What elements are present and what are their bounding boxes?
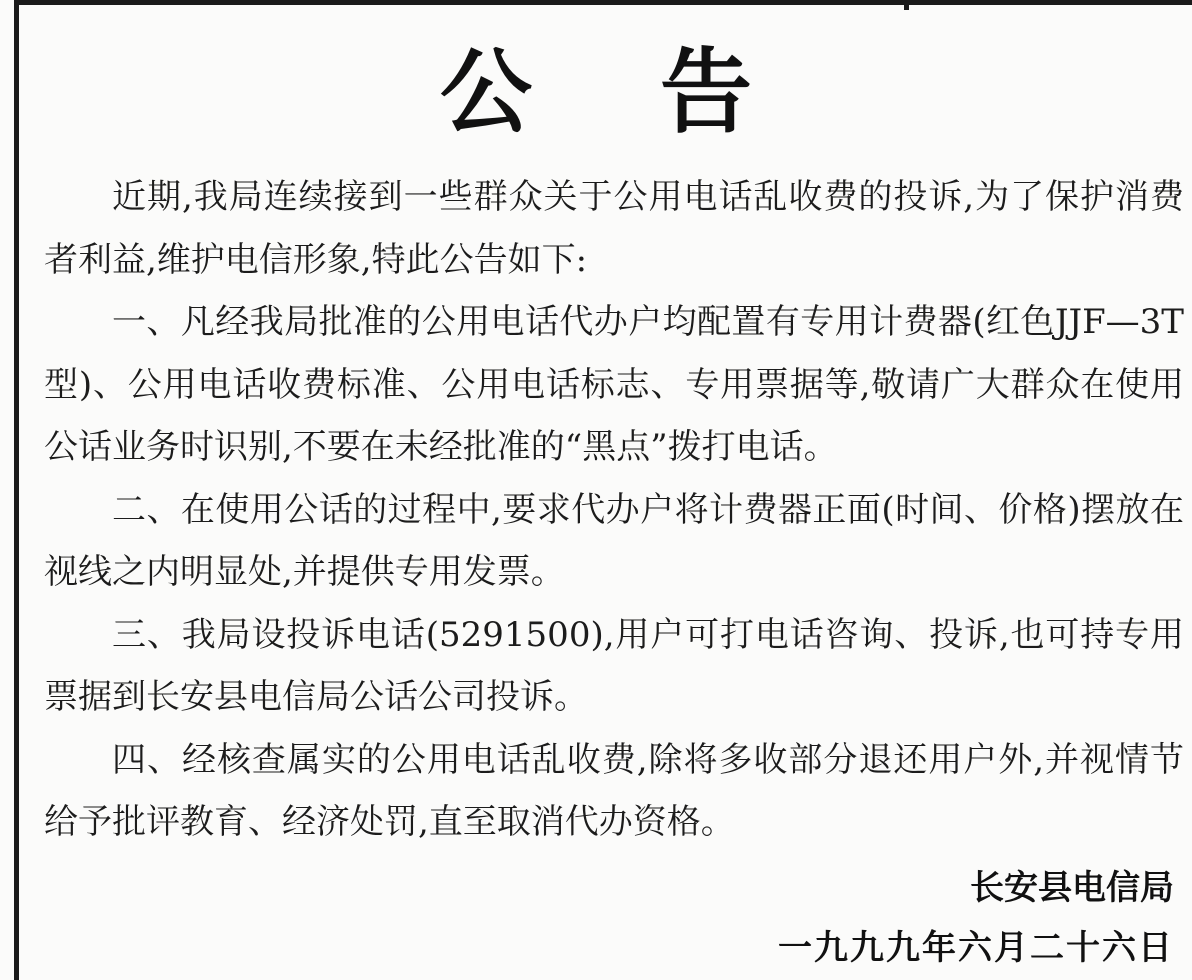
intro-paragraph: 近期,我局连续接到一些群众关于公用电话乱收费的投诉,为了保护消费者利益,维护电信形象,特此公告如下: [44,177,1184,280]
signature-organization: 长安县电信局 [970,868,1174,908]
notice-body [44,166,1184,854]
signature-date: 一九九九年六月二十六日 [778,928,1174,968]
frame-tick-mark [904,0,909,10]
item-four-paragraph: 四、经核查属实的公用电话乱收费,除将多收部分退还用户外,并视情节给予批评教育、经济处罚,直至取消代办资格。 [44,739,1184,842]
notice-title-char-2: 告 [660,39,753,146]
item-three-paragraph: 三、我局设投诉电话(5291500),用户可打电话咨询、投诉,也可持专用票据到长安县电信局公话公司投诉。 [44,614,1184,717]
item-one-paragraph: 一、凡经我局批准的公用电话代办户均配置有专用计费器(红色JJF—3T型)、公用电话收费标准、公用电话标志、专用票据等,敬请广大群众在使用公话业务时识别,不要在未经批准的“黑点”拨打电话。 [44,302,1184,467]
notice-title-char-1: 公 [439,39,532,146]
item-two-paragraph: 二、在使用公话的过程中,要求代办户将计费器正面(时间、价格)摆放在视线之内明显处,并提供专用发票。 [44,489,1184,592]
notice-title [0,38,1192,148]
frame-top-border [14,0,1192,5]
